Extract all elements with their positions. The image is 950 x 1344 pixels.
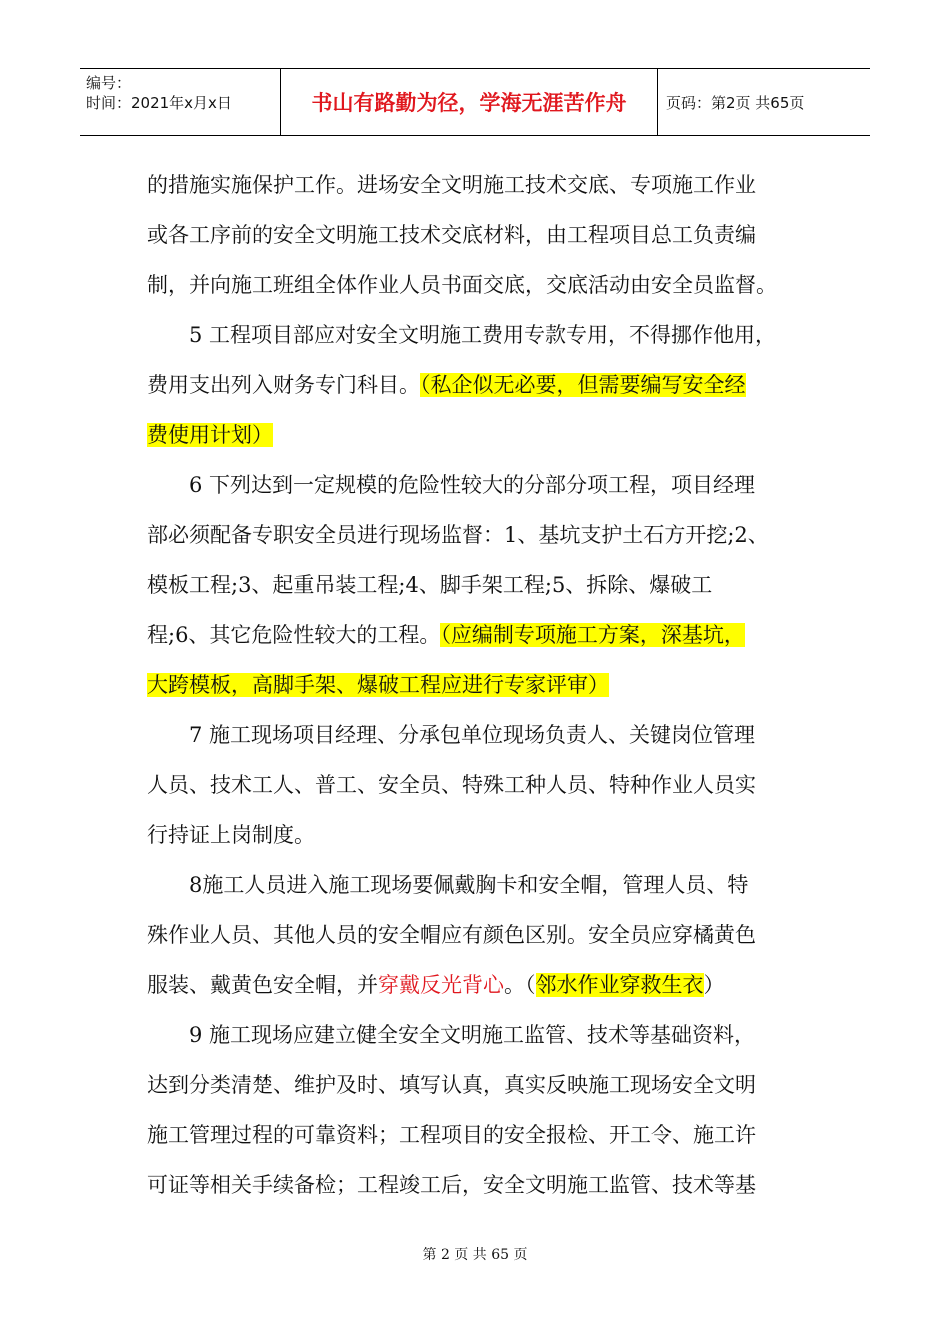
body-line: 部必须配备专职安全员进行现场监督：1、基坑支护土石方开挖;2、 bbox=[147, 523, 769, 547]
body-line: 达到分类清楚、维护及时、填写认真，真实反映施工现场安全文明 bbox=[147, 1073, 756, 1097]
body-line bbox=[147, 360, 797, 410]
document-body bbox=[147, 160, 797, 1210]
body-line: 制，并向施工班组全体作业人员书面交底，交底活动由安全员监督。 bbox=[147, 273, 777, 297]
highlight-note: 大跨模板，高脚手架、爆破工程应进行专家评审） bbox=[147, 673, 609, 697]
body-line: 施工管理过程的可靠资料；工程项目的安全报检、开工令、施工许 bbox=[147, 1123, 756, 1147]
body-line: 7 施工现场项目经理、分承包单位现场负责人、关键岗位管理 bbox=[189, 723, 756, 747]
body-line: 可证等相关手续备检；工程竣工后，安全文明施工监管、技术等基 bbox=[147, 1173, 756, 1197]
highlight-note: 费使用计划） bbox=[147, 423, 273, 447]
body-line: 8施工人员进入施工现场要佩戴胸卡和安全帽，管理人员、特 bbox=[189, 873, 749, 897]
body-text: 费用支出列入财务专门科目。 bbox=[147, 373, 420, 397]
body-line bbox=[147, 610, 797, 660]
body-line: 的措施实施保护工作。进场安全文明施工技术交底、专项施工作业 bbox=[147, 173, 756, 197]
body-line: 5 工程项目部应对安全文明施工费用专款专用，不得挪作他用， bbox=[189, 323, 777, 347]
highlight-note: （私企似无必要，但需要编写安全经 bbox=[420, 373, 746, 397]
highlight-note: 邻水作业穿救生衣 bbox=[535, 973, 704, 997]
document-time-label: 时间：2021年x月x日 bbox=[86, 94, 232, 112]
red-emphasis: 穿戴反光背心 bbox=[378, 973, 504, 997]
body-line: 行持证上岗制度。 bbox=[147, 823, 315, 847]
body-text: ） bbox=[703, 973, 725, 997]
body-line: 殊作业人员、其他人员的安全帽应有颜色区别。安全员应穿橘黄色 bbox=[147, 923, 756, 947]
page-header bbox=[80, 68, 870, 136]
highlight-note: （应编制专项施工方案，深基坑， bbox=[440, 623, 745, 647]
body-line bbox=[147, 960, 797, 1010]
header-page-info: 页码：第2页 共65页 bbox=[666, 93, 805, 112]
header-motto: 书山有路勤为径，学海无涯苦作舟 bbox=[281, 69, 658, 135]
body-line bbox=[147, 410, 797, 460]
body-line: 人员、技术工人、普工、安全员、特殊工种人员、特种作业人员实 bbox=[147, 773, 756, 797]
body-line: 6 下列达到一定规模的危险性较大的分部分项工程，项目经理 bbox=[189, 473, 756, 497]
body-line: 或各工序前的安全文明施工技术交底材料，由工程项目总工负责编 bbox=[147, 223, 756, 247]
body-line: 9 施工现场应建立健全安全文明施工监管、技术等基础资料， bbox=[189, 1023, 756, 1047]
body-text: 服装、戴黄色安全帽，并 bbox=[147, 973, 378, 997]
document-number-label: 编号： bbox=[86, 74, 132, 92]
page-footer: 第 2 页 共 65 页 bbox=[422, 1247, 528, 1263]
header-meta bbox=[80, 69, 281, 135]
body-text: 。（ bbox=[504, 973, 536, 997]
body-text: 程;6、其它危险性较大的工程。 bbox=[147, 623, 441, 647]
body-line: 模板工程;3、起重吊装工程;4、脚手架工程;5、拆除、爆破工 bbox=[147, 573, 713, 597]
body-line bbox=[147, 660, 797, 710]
